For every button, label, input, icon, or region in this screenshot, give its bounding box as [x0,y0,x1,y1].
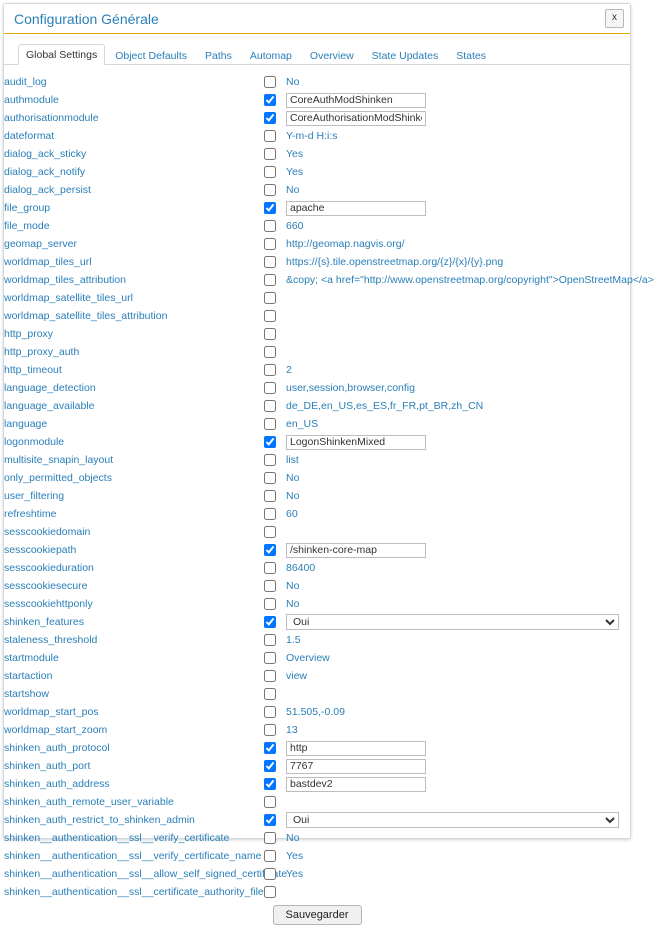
setting-row [4,361,630,379]
setting-key-label: dialog_ack_persist [4,184,91,196]
setting-override-checkbox[interactable] [264,346,276,358]
setting-override-checkbox[interactable] [264,724,276,736]
setting-key-label: dialog_ack_sticky [4,148,87,160]
setting-override-checkbox[interactable] [264,292,276,304]
setting-key-label: worldmap_start_pos [4,706,99,718]
setting-key-label: language_available [4,400,95,412]
setting-key-label: sesscookieduration [4,562,94,574]
setting-checkbox-cell [264,469,286,487]
setting-key-label: shinken_auth_port [4,760,91,772]
setting-key-label: authorisationmodule [4,112,99,124]
setting-checkbox-cell [264,595,286,613]
setting-value-cell [286,451,630,469]
setting-override-checkbox[interactable] [264,418,276,430]
setting-checkbox-cell [264,163,286,181]
setting-value-cell [286,631,630,649]
setting-override-checkbox[interactable] [264,580,276,592]
setting-key-label: startmodule [4,652,59,664]
setting-key-label: http_proxy_auth [4,346,80,358]
setting-value-cell [286,685,630,703]
setting-value-cell [286,433,630,451]
setting-checkbox-cell [264,541,286,559]
tab-states[interactable]: States [456,50,486,62]
setting-value-text: list [286,454,299,466]
setting-row [4,325,630,343]
setting-value-text: 2 [286,364,292,376]
setting-override-checkbox[interactable] [264,382,276,394]
setting-value-cell [286,289,630,307]
setting-checkbox-cell [264,613,286,631]
setting-checkbox-cell [264,397,286,415]
setting-checkbox-cell [264,325,286,343]
setting-key-label: shinken__authentication__ssl__certificate_authority_file [4,886,264,898]
setting-key-label: dateformat [4,130,55,142]
setting-override-checkbox[interactable] [264,868,276,880]
setting-row [4,541,630,559]
setting-value-text: de_DE,en_US,es_ES,fr_FR,pt_BR,zh_CN [286,400,484,412]
setting-row [4,703,630,721]
setting-key-label: logonmodule [4,436,65,448]
setting-value-cell [286,757,630,775]
setting-value-cell [286,847,630,865]
setting-row [4,127,630,145]
setting-key-label: startaction [4,670,53,682]
setting-value-input[interactable] [286,93,426,108]
setting-value-text: No [286,832,300,844]
setting-value-input[interactable] [286,777,426,792]
setting-key-label: sesscookiehttponly [4,598,93,610]
setting-value-text: No [286,472,300,484]
setting-row [4,379,630,397]
setting-value-text: http://geomap.nagvis.org/ [286,238,405,250]
setting-checkbox-cell [264,505,286,523]
setting-value-cell [286,361,630,379]
setting-override-checkbox[interactable] [264,166,276,178]
setting-override-checkbox[interactable] [264,778,276,790]
setting-row [4,433,630,451]
setting-checkbox-cell [264,703,286,721]
setting-row [4,73,630,91]
setting-checkbox-cell [264,667,286,685]
setting-row [4,649,630,667]
setting-override-checkbox[interactable] [264,616,276,628]
setting-override-checkbox[interactable] [264,112,276,124]
setting-key-label: worldmap_start_zoom [4,724,108,736]
tab-bar [4,34,630,65]
setting-row [4,217,630,235]
setting-override-checkbox[interactable] [264,832,276,844]
setting-value-cell [286,307,630,325]
setting-row [4,199,630,217]
setting-value-text: Overview [286,652,330,664]
setting-value-text: view [286,670,308,682]
setting-override-checkbox[interactable] [264,886,276,898]
setting-value-text: Yes [286,850,304,862]
setting-checkbox-cell [264,109,286,127]
tab-object-defaults[interactable]: Object Defaults [115,50,188,62]
setting-row [4,613,630,631]
setting-row [4,577,630,595]
setting-override-checkbox[interactable] [264,130,276,142]
setting-value-cell [286,397,630,415]
setting-row [4,667,630,685]
setting-key-label: shinken_auth_restrict_to_shinken_admin [4,814,195,826]
setting-row [4,253,630,271]
setting-value-cell [286,577,630,595]
settings-panel [4,65,654,935]
setting-key-label: sesscookiesecure [4,580,88,592]
setting-value-input[interactable] [286,435,426,450]
setting-value-input[interactable] [286,741,426,756]
setting-checkbox-cell [264,685,286,703]
setting-override-checkbox[interactable] [264,670,276,682]
setting-value-cell [286,235,630,253]
setting-value-text: 660 [286,220,304,232]
setting-row [4,235,630,253]
setting-override-checkbox[interactable] [264,400,276,412]
setting-row [4,469,630,487]
setting-override-checkbox[interactable] [264,76,276,88]
setting-value-cell [286,541,630,559]
setting-row [4,289,630,307]
setting-key-label: file_group [4,202,51,214]
setting-value-cell [286,343,630,361]
setting-value-cell [286,91,630,109]
setting-override-checkbox[interactable] [264,256,276,268]
setting-checkbox-cell [264,379,286,397]
setting-value-input[interactable] [286,543,426,558]
setting-key-label: file_mode [4,220,50,232]
setting-key-label: audit_log [4,76,47,88]
setting-override-checkbox[interactable] [264,706,276,718]
setting-checkbox-cell [264,127,286,145]
setting-row [4,775,630,793]
setting-checkbox-cell [264,757,286,775]
setting-value-cell [286,181,630,199]
setting-value-text: Y-m-d H:i:s [286,130,338,142]
setting-row [4,685,630,703]
setting-key-label: shinken__authentication__ssl__verify_certificate_name [4,850,262,862]
setting-override-checkbox[interactable] [264,472,276,484]
setting-checkbox-cell [264,253,286,271]
setting-key-label: shinken__authentication__ssl__allow_self_signed_certificate [4,868,288,880]
setting-override-checkbox[interactable] [264,508,276,520]
setting-row [4,829,630,847]
setting-row [4,739,630,757]
setting-override-checkbox[interactable] [264,490,276,502]
setting-key-label: http_timeout [4,364,62,376]
setting-value-text: Yes [286,148,304,160]
setting-checkbox-cell [264,739,286,757]
setting-key-label: startshow [4,688,49,700]
setting-row [4,865,630,883]
setting-value-cell [286,271,654,289]
setting-key-label: multisite_snapin_layout [4,454,114,466]
setting-value-cell [286,415,630,433]
setting-value-cell [286,739,630,757]
setting-value-cell [286,883,630,901]
setting-value-cell [286,325,630,343]
setting-value-cell [286,109,630,127]
setting-checkbox-cell [264,343,286,361]
setting-value-cell [286,703,630,721]
setting-value-text: No [286,580,300,592]
dialog-footer [4,901,630,935]
dialog-titlebar [4,4,630,34]
setting-value-cell [286,865,630,883]
setting-checkbox-cell [264,649,286,667]
setting-row [4,487,630,505]
setting-value-cell [286,559,630,577]
setting-value-cell [286,523,630,541]
setting-key-label: language_detection [4,382,96,394]
setting-value-cell [286,73,630,91]
setting-value-text: en_US [286,418,319,430]
setting-checkbox-cell [264,631,286,649]
setting-checkbox-cell [264,721,286,739]
setting-row [4,145,630,163]
setting-checkbox-cell [264,91,286,109]
setting-key-label: user_filtering [4,490,65,502]
setting-override-checkbox[interactable] [264,94,276,106]
setting-value-cell [286,613,630,631]
setting-value-text: 86400 [286,562,316,574]
setting-key-label: worldmap_satellite_tiles_url [4,292,133,304]
setting-override-checkbox[interactable] [264,364,276,376]
setting-value-cell [286,163,630,181]
setting-value-cell [286,487,630,505]
setting-override-checkbox[interactable] [264,562,276,574]
tab-automap[interactable]: Automap [249,50,292,62]
setting-override-checkbox[interactable] [264,598,276,610]
setting-value-cell [286,505,630,523]
setting-checkbox-cell [264,559,286,577]
setting-key-label: http_proxy [4,328,54,340]
setting-checkbox-cell [264,271,286,289]
setting-key-label: refreshtime [4,508,57,520]
dialog-title: Configuration Générale [14,10,159,27]
setting-checkbox-cell [264,415,286,433]
setting-checkbox-cell [264,811,286,829]
setting-value-text: https://{s}.tile.openstreetmap.org/{z}/{x}/{y}.png [286,256,504,268]
settings-table [4,73,654,901]
setting-value-text: No [286,490,300,502]
setting-row [4,163,630,181]
setting-checkbox-cell [264,775,286,793]
setting-value-cell [286,775,630,793]
setting-row [4,811,630,829]
setting-checkbox-cell [264,145,286,163]
setting-value-input[interactable] [286,201,426,216]
setting-key-label: sesscookiedomain [4,526,91,538]
setting-row [4,307,630,325]
setting-key-label: only_permitted_objects [4,472,112,484]
setting-checkbox-cell [264,289,286,307]
setting-override-checkbox[interactable] [264,238,276,250]
setting-value-cell [286,667,630,685]
setting-key-label: staleness_threshold [4,634,98,646]
setting-row [4,721,630,739]
setting-override-checkbox[interactable] [264,814,276,826]
setting-value-text: No [286,184,300,196]
setting-key-label: geomap_server [4,238,77,250]
setting-value-text: No [286,598,300,610]
setting-checkbox-cell [264,235,286,253]
setting-row [4,847,630,865]
setting-checkbox-cell [264,217,286,235]
setting-value-text: 51.505,-0.09 [286,706,345,718]
setting-value-text: user,session,browser,config [286,382,415,394]
setting-key-label: sesscookiepath [4,544,77,556]
setting-key-label: language [4,418,48,430]
tab-overview[interactable]: Overview [309,50,354,62]
setting-checkbox-cell [264,523,286,541]
setting-override-checkbox[interactable] [264,202,276,214]
setting-row [4,793,630,811]
setting-value-text: 60 [286,508,298,520]
setting-value-cell [286,199,630,217]
setting-override-checkbox[interactable] [264,220,276,232]
setting-checkbox-cell [264,199,286,217]
setting-override-checkbox[interactable] [264,652,276,664]
setting-row [4,271,630,289]
setting-value-text: Yes [286,166,304,178]
close-icon[interactable]: x [605,9,624,28]
setting-value-cell [286,217,630,235]
setting-checkbox-cell [264,577,286,595]
setting-override-checkbox[interactable] [264,148,276,160]
setting-checkbox-cell [264,433,286,451]
setting-key-label: shinken__authentication__ssl__verify_certificate [4,832,230,844]
tab-state-updates[interactable]: State Updates [371,50,439,62]
save-button[interactable]: Sauvegarder [273,905,362,925]
setting-row [4,109,630,127]
setting-row [4,505,630,523]
setting-value-text: Yes [286,868,304,880]
setting-row [4,91,630,109]
setting-key-label: dialog_ack_notify [4,166,86,178]
setting-row [4,415,630,433]
setting-value-text: 13 [286,724,298,736]
tab-paths[interactable]: Paths [205,50,232,62]
setting-key-label: authmodule [4,94,59,106]
setting-override-checkbox[interactable] [264,850,276,862]
setting-checkbox-cell [264,487,286,505]
setting-checkbox-cell [264,451,286,469]
setting-value-cell [286,379,630,397]
setting-checkbox-cell [264,73,286,91]
setting-row [4,343,630,361]
setting-row [4,523,630,541]
setting-checkbox-cell [264,883,286,901]
setting-row [4,595,630,613]
setting-value-cell [286,145,630,163]
setting-key-label: worldmap_tiles_url [4,256,92,268]
setting-value-cell [286,811,630,829]
settings-table-body [4,73,654,901]
setting-value-cell [286,469,630,487]
setting-row [4,631,630,649]
setting-value-input[interactable] [286,759,426,774]
setting-value-select[interactable] [286,812,619,828]
setting-checkbox-cell [264,793,286,811]
setting-row [4,451,630,469]
setting-override-checkbox[interactable] [264,184,276,196]
setting-value-cell [286,649,630,667]
setting-checkbox-cell [264,829,286,847]
setting-override-checkbox[interactable] [264,436,276,448]
setting-override-checkbox[interactable] [264,310,276,322]
setting-value-cell [286,829,630,847]
configuration-dialog [3,3,654,921]
setting-value-text: 1.5 [286,634,301,646]
setting-key-label: shinken_features [4,616,84,628]
setting-override-checkbox[interactable] [264,274,276,286]
setting-row [4,757,630,775]
setting-checkbox-cell [264,181,286,199]
setting-row [4,883,630,901]
setting-row [4,397,630,415]
setting-row [4,559,630,577]
setting-key-label: worldmap_satellite_tiles_attribution [4,310,168,322]
setting-override-checkbox[interactable] [264,742,276,754]
setting-key-label: worldmap_tiles_attribution [4,274,126,286]
setting-override-checkbox[interactable] [264,688,276,700]
setting-override-checkbox[interactable] [264,328,276,340]
setting-override-checkbox[interactable] [264,526,276,538]
setting-value-cell [286,253,630,271]
setting-override-checkbox[interactable] [264,454,276,466]
setting-checkbox-cell [264,847,286,865]
tab-global-settings[interactable]: Global Settings [18,44,105,65]
setting-override-checkbox[interactable] [264,634,276,646]
setting-value-text: No [286,76,300,88]
setting-override-checkbox[interactable] [264,544,276,556]
setting-value-cell [286,595,630,613]
setting-checkbox-cell [264,361,286,379]
setting-override-checkbox[interactable] [264,796,276,808]
setting-row [4,181,630,199]
setting-key-label: shinken_auth_protocol [4,742,110,754]
setting-override-checkbox[interactable] [264,760,276,772]
setting-value-cell [286,721,630,739]
setting-value-select[interactable] [286,614,619,630]
setting-value-cell [286,127,630,145]
setting-value-text: &copy; <a href="http://www.openstreetmap.org/copyright">OpenStreetMap</a> [286,274,654,286]
setting-key-label: shinken_auth_address [4,778,110,790]
setting-checkbox-cell [264,307,286,325]
setting-key-label: shinken_auth_remote_user_variable [4,796,174,808]
setting-value-cell [286,793,630,811]
setting-value-input[interactable] [286,111,426,126]
